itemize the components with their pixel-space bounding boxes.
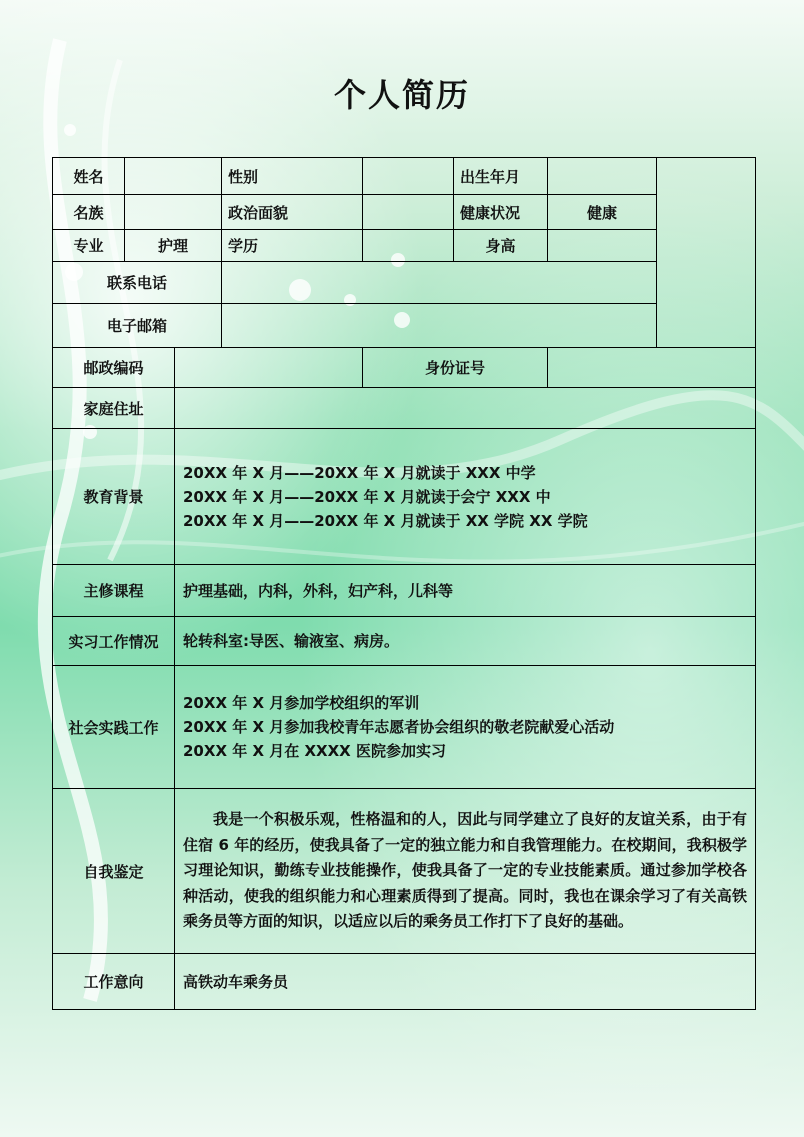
label-edu-background: 教育背景: [53, 429, 175, 565]
social-practice-list: [175, 666, 756, 789]
label-height: 身高: [454, 230, 548, 262]
label-major: 专业: [53, 230, 125, 262]
label-phone: 联系电话: [53, 262, 222, 304]
edu-entry: 20XX 年 X 月——20XX 年 X 月就读于 XXX 中学: [183, 463, 536, 482]
edu-entry: 20XX 年 X 月——20XX 年 X 月就读于会宁 XXX 中: [183, 487, 551, 506]
value-courses: 护理基础，内科，外科，妇产科，儿科等: [175, 565, 756, 617]
label-self-evaluation: 自我鉴定: [53, 789, 175, 954]
label-ethnicity: 名族: [53, 195, 125, 230]
value-internship: 轮转科室:导医、输液室、病房。: [175, 617, 756, 666]
resume-table: [52, 157, 756, 1010]
value-address[interactable]: [175, 388, 756, 429]
value-birth[interactable]: [548, 158, 657, 195]
label-birth: 出生年月: [454, 158, 548, 195]
label-health: 健康状况: [454, 195, 548, 230]
page-title: 个人简历: [333, 76, 470, 114]
label-social-practice: 社会实践工作: [53, 666, 175, 789]
label-internship: 实习工作情况: [53, 617, 175, 666]
label-gender: 性别: [222, 158, 363, 195]
edu-entry: 20XX 年 X 月——20XX 年 X 月就读于 XX 学院 XX 学院: [183, 511, 588, 530]
value-name[interactable]: [125, 158, 222, 195]
value-height[interactable]: [548, 230, 657, 262]
label-job-intention: 工作意向: [53, 954, 175, 1010]
label-email: 电子邮箱: [53, 304, 222, 348]
value-gender[interactable]: [363, 158, 454, 195]
label-courses: 主修课程: [53, 565, 175, 617]
photo-placeholder[interactable]: [657, 158, 756, 348]
value-education[interactable]: [363, 230, 454, 262]
value-health[interactable]: 健康: [548, 195, 657, 230]
label-name: 姓名: [53, 158, 125, 195]
value-postcode[interactable]: [175, 348, 363, 388]
practice-entry: 20XX 年 X 月在 XXXX 医院参加实习: [183, 742, 446, 760]
value-major[interactable]: 护理: [125, 230, 222, 262]
value-politics[interactable]: [363, 195, 454, 230]
value-phone[interactable]: [222, 262, 657, 304]
edu-background-list: [175, 429, 756, 565]
label-postcode: 邮政编码: [53, 348, 175, 388]
value-ethnicity[interactable]: [125, 195, 222, 230]
practice-entry: 20XX 年 X 月参加学校组织的军训: [183, 694, 420, 712]
label-politics: 政治面貌: [222, 195, 363, 230]
value-id-number[interactable]: [548, 348, 756, 388]
practice-entry: 20XX 年 X 月参加我校青年志愿者协会组织的敬老院献爱心活动: [183, 718, 615, 736]
label-address: 家庭住址: [53, 388, 175, 429]
label-id-number: 身份证号: [363, 348, 548, 388]
value-job-intention: 高铁动车乘务员: [175, 954, 756, 1010]
label-education: 学历: [222, 230, 363, 262]
self-evaluation-cell: [175, 789, 756, 954]
value-email[interactable]: [222, 304, 657, 348]
self-evaluation-text: 我是一个积极乐观，性格温和的人，因此与同学建立了良好的友谊关系，由于有住宿 6 年的经历，使我具备了一定的独立能力和自我管理能力。在校期间，我积极学习理论知识，勤练专业技能操作，使我具备了一定的专业技能素质。通过参加学校各种活动，使我的组织能力和心理素质得到了提高。同时，我也在课余学习了有关高铁乘务员等方面的知识，以适应以后的乘务员工作打下了良好的基础。: [183, 810, 748, 931]
